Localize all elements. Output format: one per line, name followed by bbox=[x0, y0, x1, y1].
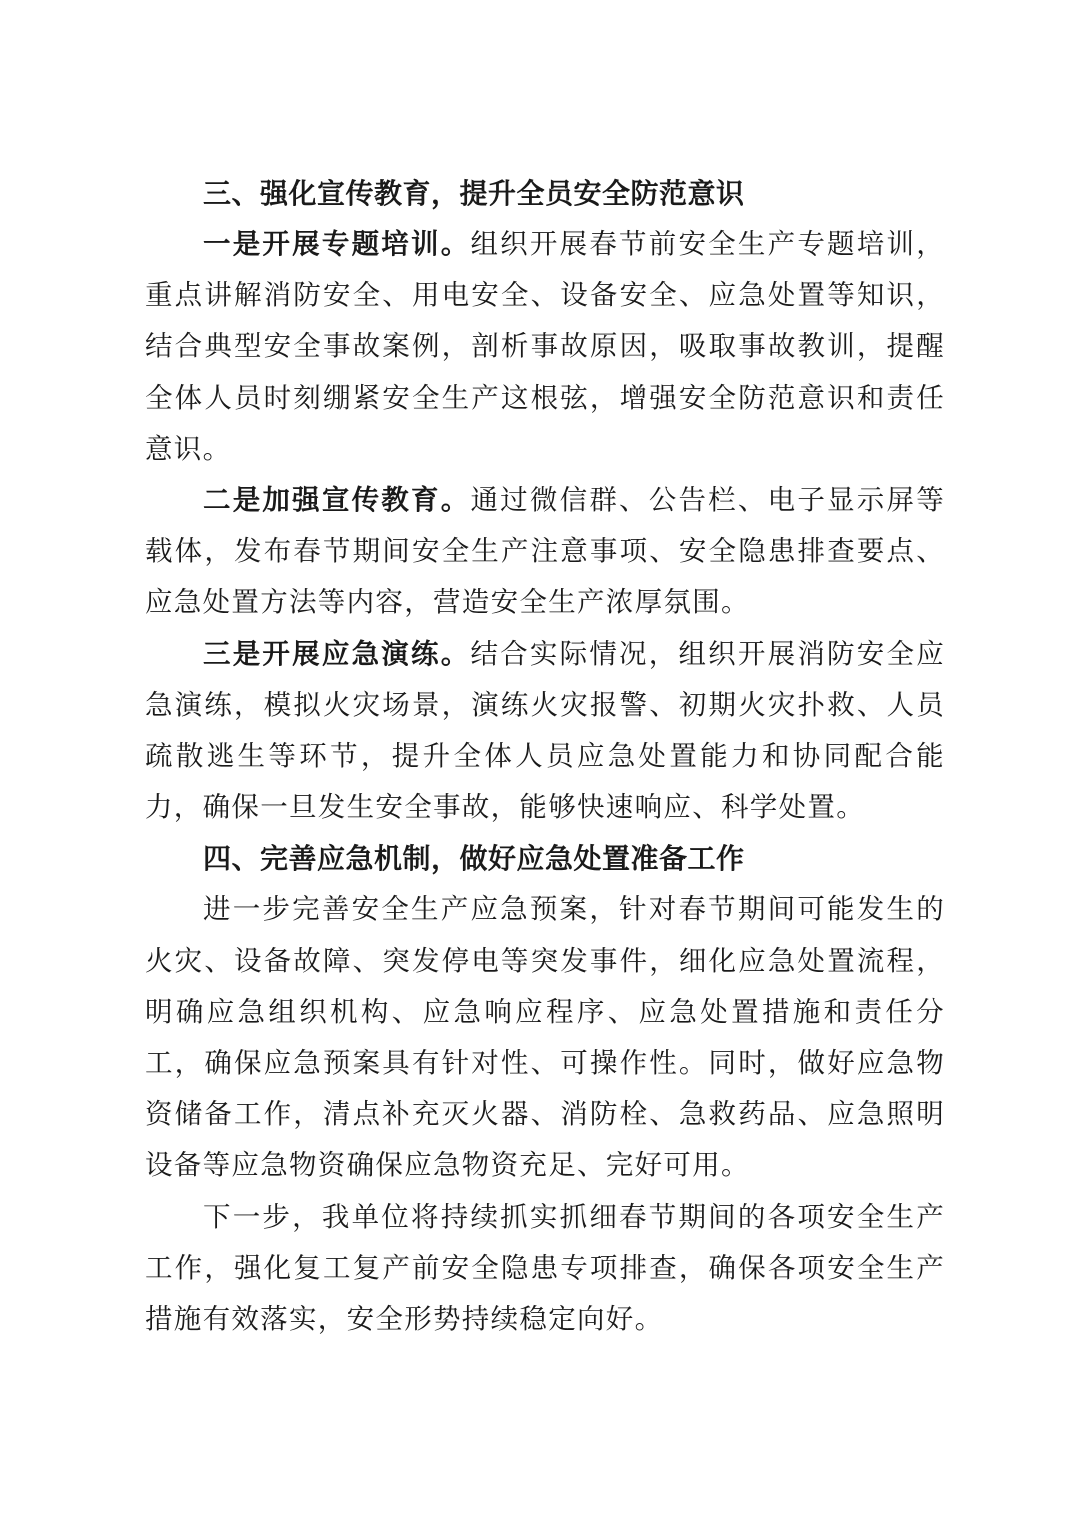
section-3-item-2 bbox=[145, 475, 945, 629]
section-4-paragraph: 进一步完善安全生产应急预案，针对春节期间可能发生的火灾、设备故障、突发停电等突发事件，细化应急处置流程，明确应急组织机构、应急响应程序、应急处置措施和责任分工，确保应急预案具有针对性、可操作性。同时，做好应急物资储备工作，清点补充灭火器、消防栓、急救药品、应急照明设备等应急物资确保应急物资充足、完好可用。 bbox=[145, 893, 945, 1182]
item-3-text: 结合实际情况，组织开展消防安全应急演练，模拟火灾场景，演练火灾报警、初期火灾扑救、人员疏散逃生等环节，提升全体人员应急处置能力和协同配合能力，确保一旦发生安全事故，能够快速响应、科学处置。 bbox=[145, 637, 945, 824]
item-1-text: 组织开展春节前安全生产专题培训，重点讲解消防安全、用电安全、设备安全、应急处置等知识，结合典型安全事故案例，剖析事故原因，吸取事故教训，提醒全体人员时刻绷紧安全生产这根弦，增强安全防范意识和责任意识。 bbox=[145, 228, 945, 465]
item-3-lead: 三是开展应急演练。 bbox=[203, 637, 471, 670]
item-2-lead: 二是加强宣传教育。 bbox=[203, 484, 471, 517]
item-1-lead: 一是开展专题培训。 bbox=[203, 228, 471, 260]
section-3-heading: 三、强化宣传教育，提升全员安全防范意识 bbox=[203, 177, 745, 210]
document-page bbox=[145, 168, 945, 1345]
section-4-heading: 四、完善应急机制，做好应急处置准备工作 bbox=[203, 842, 745, 876]
section-3-item-1 bbox=[145, 219, 945, 475]
closing-paragraph: 下一步，我单位将持续抓实抓细春节期间的各项安全生产工作，强化复工复产前安全隐患专项排查，确保各项安全生产措施有效落实，安全形势持续稳定向好。 bbox=[145, 1200, 945, 1336]
item-2-text: 通过微信群、公告栏、电子显示屏等载体，发布春节期间安全生产注意事项、安全隐患排查要点、应急处置方法等内容，营造安全生产浓厚氛围。 bbox=[145, 484, 945, 619]
section-3-item-3 bbox=[145, 629, 945, 834]
